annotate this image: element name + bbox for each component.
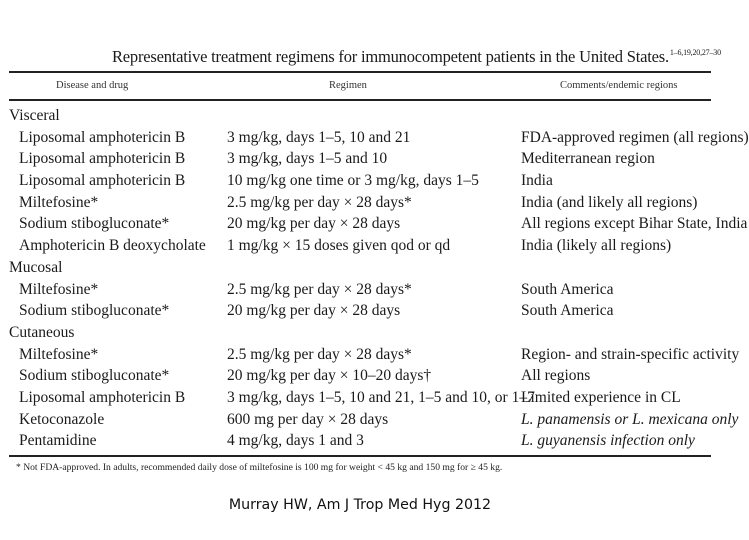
table-row xyxy=(9,170,711,192)
table-row xyxy=(9,192,711,214)
comment-cell: All regions xyxy=(521,367,591,385)
comment-cell: South America xyxy=(521,280,614,298)
regimen-cell: 20 mg/kg per day × 28 days xyxy=(227,302,401,320)
table-row xyxy=(9,409,739,431)
drug-cell: Amphotericin B deoxycholate xyxy=(19,237,206,255)
table-title xyxy=(112,47,721,67)
table-row xyxy=(9,235,711,257)
regimen-cell: 3 mg/kg, days 1–5, 10 and 21 xyxy=(227,128,411,146)
drug-cell: Liposomal amphotericin B xyxy=(19,150,186,168)
table-row xyxy=(9,213,748,235)
comment-cell: Region- and strain-specific activity xyxy=(521,345,740,363)
regimen-cell: 3 mg/kg, days 1–5, 10 and 21, 1–5 and 10, or 1–7 xyxy=(227,388,535,406)
comment-cell: India (likely all regions) xyxy=(521,237,672,255)
table-row xyxy=(9,127,749,149)
table-row xyxy=(9,148,711,170)
drug-cell: Miltefosine* xyxy=(19,345,99,363)
comment-cell: All regions except Bihar State, India xyxy=(521,215,748,233)
regimen-cell: 2.5 mg/kg per day × 28 days* xyxy=(227,193,412,211)
citation: Murray HW, Am J Trop Med Hyg 2012 xyxy=(228,497,492,513)
regimen-cell: 3 mg/kg, days 1–5 and 10 xyxy=(227,150,388,168)
drug-cell: Miltefosine* xyxy=(19,280,99,298)
regimen-cell: 20 mg/kg per day × 28 days xyxy=(227,215,401,233)
header-regimen: Regimen xyxy=(329,80,367,91)
table-header xyxy=(9,75,711,97)
comment-cell: Mediterranean region xyxy=(521,150,655,168)
bottom-rule xyxy=(9,455,711,457)
regimen-cell: 20 mg/kg per day × 10–20 days† xyxy=(227,367,432,385)
regimen-cell: 2.5 mg/kg per day × 28 days* xyxy=(227,280,412,298)
regimen-cell: 4 mg/kg, days 1 and 3 xyxy=(227,432,364,450)
drug-cell: Pentamidine xyxy=(19,432,97,450)
table-row xyxy=(9,344,740,366)
top-rule xyxy=(9,71,711,73)
comment-cell: FDA-approved regimen (all regions) xyxy=(521,128,749,146)
header-comments: Comments/endemic regions xyxy=(560,80,678,91)
section-label: Mucosal xyxy=(9,258,63,276)
drug-cell: Sodium stibogluconate* xyxy=(19,215,170,233)
drug-cell: Sodium stibogluconate* xyxy=(19,302,170,320)
table-row xyxy=(9,300,711,322)
comment-cell: South America xyxy=(521,302,614,320)
section-label: Visceral xyxy=(9,107,60,124)
regimen-cell: 1 mg/kg × 15 doses given qod or qd xyxy=(227,237,451,255)
regimen-cell: 600 mg per day × 28 days xyxy=(227,410,389,428)
section-row xyxy=(9,105,711,127)
drug-cell: Liposomal amphotericin B xyxy=(19,388,186,406)
table-row xyxy=(9,279,711,301)
table-footnote: * Not FDA-approved. In adults, recommended daily dose of miltefosine is 100 mg for weight < 45 kg and 150 mg for ≥ 45 kg. xyxy=(16,462,503,473)
section-label: Cutaneous xyxy=(9,323,75,341)
comment-cell: India xyxy=(521,172,553,190)
drug-cell: Liposomal amphotericin B xyxy=(19,172,186,190)
header-rule xyxy=(9,99,711,101)
table-body xyxy=(9,105,749,452)
regimen-cell: 10 mg/kg one time or 3 mg/kg, days 1–5 xyxy=(227,172,479,190)
section-row xyxy=(9,322,711,344)
table-title-text: Representative treatment regimens for immunocompetent patients in the United States. xyxy=(112,47,669,66)
comment-cell: L. panamensis or L. mexicana only xyxy=(521,410,739,428)
section-row xyxy=(9,257,711,279)
drug-cell: Liposomal amphotericin B xyxy=(19,128,186,146)
comment-cell: India (and likely all regions) xyxy=(521,193,698,211)
table-row xyxy=(9,365,711,387)
drug-cell: Ketoconazole xyxy=(19,410,105,428)
comment-cell: L. guyanensis infection only xyxy=(521,432,695,450)
table-row xyxy=(9,430,711,452)
header-disease-drug: Disease and drug xyxy=(56,80,129,91)
comment-cell: Limited experience in CL xyxy=(521,388,681,406)
regimen-cell: 2.5 mg/kg per day × 28 days* xyxy=(227,345,412,363)
table-row xyxy=(9,387,711,409)
drug-cell: Sodium stibogluconate* xyxy=(19,367,170,385)
drug-cell: Miltefosine* xyxy=(19,193,99,211)
table-title-refs: 1–6,19,20,27–30 xyxy=(669,48,721,57)
